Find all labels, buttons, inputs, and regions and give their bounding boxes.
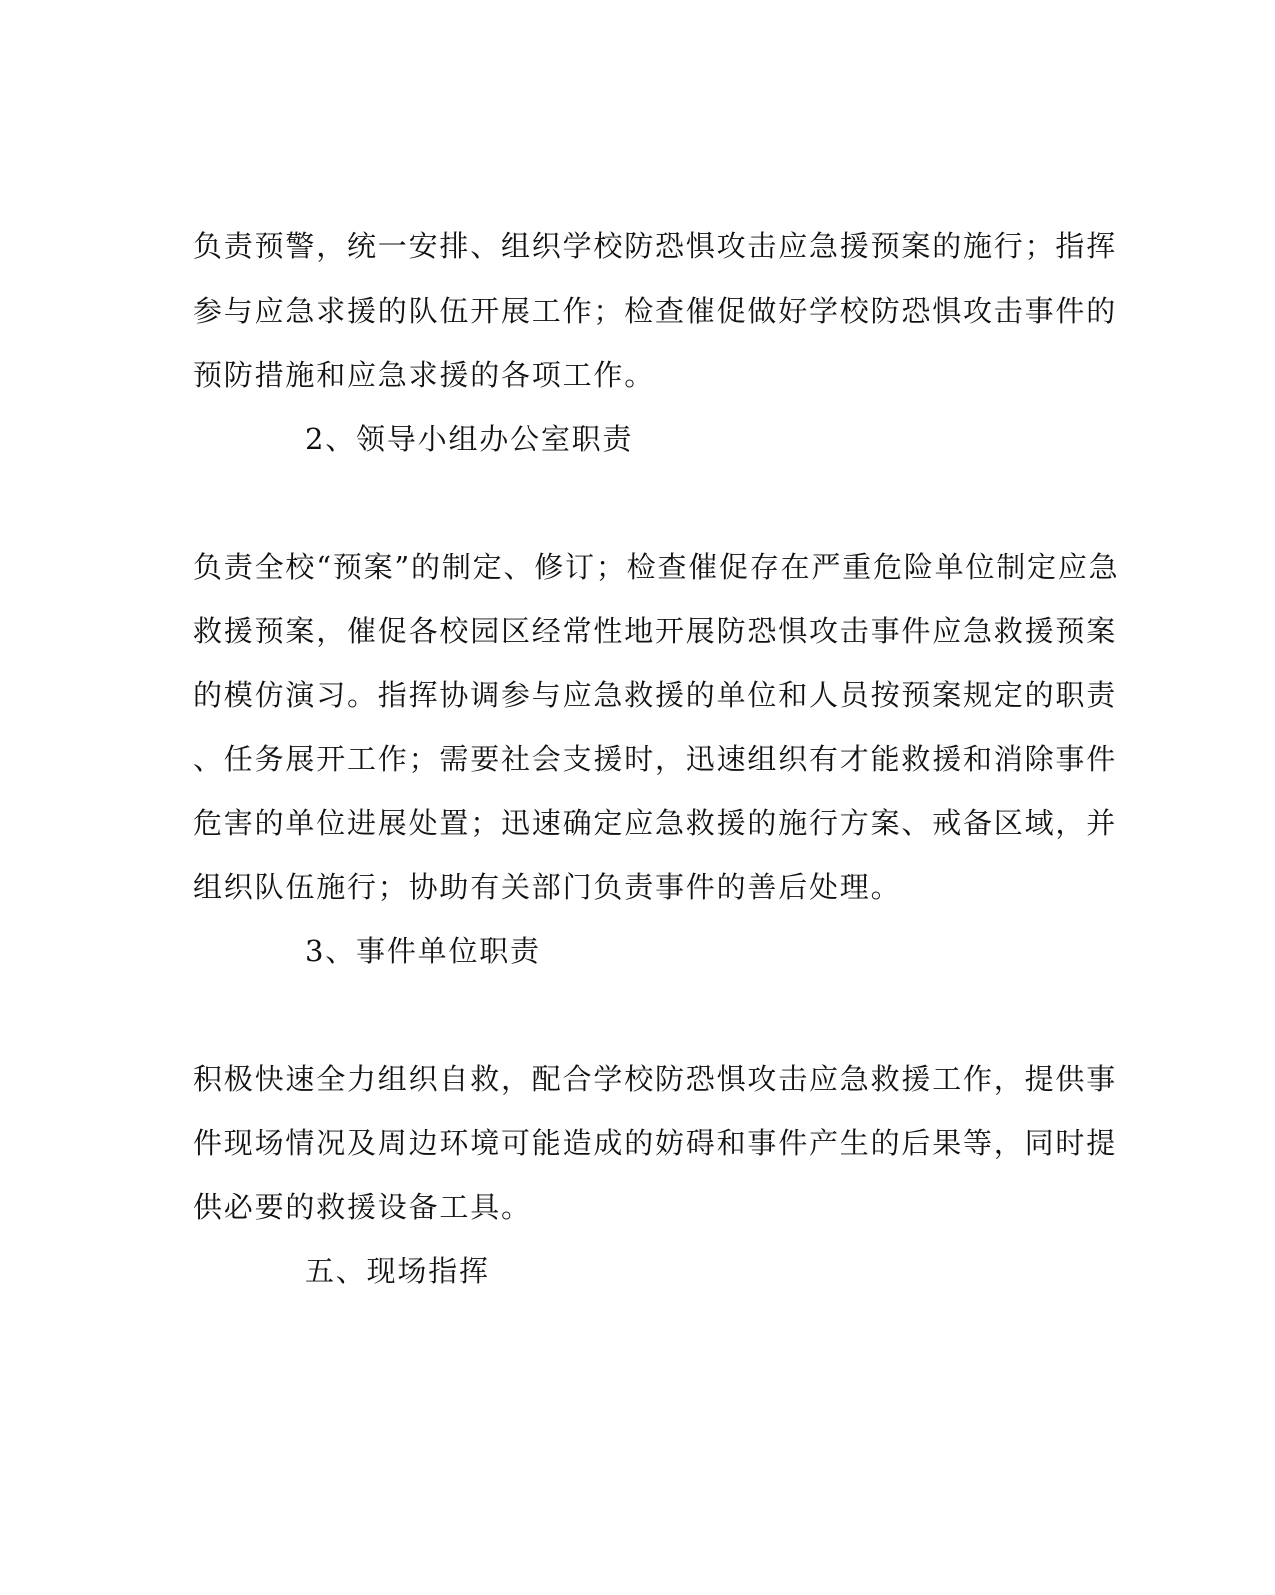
paragraph-line: 、任务展开工作；需要社会支援时，迅速组织有才能救援和消除事件 bbox=[193, 742, 1118, 776]
paragraph-line: 供必要的救援设备工具。 bbox=[193, 1190, 532, 1224]
paragraph-line: 救援预案，催促各校园区经常性地开展防恐惧攻击事件应急救援预案 bbox=[193, 614, 1118, 648]
paragraph-line: 参与应急求援的队伍开展工作；检查催促做好学校防恐惧攻击事件的 bbox=[193, 294, 1118, 328]
section-heading-5: 五、现场指挥 bbox=[305, 1254, 490, 1288]
paragraph-line: 危害的单位进展处置；迅速确定应急救援的施行方案、戒备区域，并 bbox=[193, 806, 1118, 840]
paragraph-line: 负责全校“预案”的制定、修订；检查催促存在严重危险单位制定应急 bbox=[193, 550, 1120, 584]
paragraph-line: 组织队伍施行；协助有关部门负责事件的善后处理。 bbox=[193, 870, 902, 904]
paragraph-line: 积极快速全力组织自救，配合学校防恐惧攻击应急救援工作，提供事 bbox=[193, 1062, 1118, 1096]
paragraph-line: 件现场情况及周边环境可能造成的妨碍和事件产生的后果等，同时提 bbox=[193, 1126, 1118, 1160]
paragraph-line: 预防措施和应急求援的各项工作。 bbox=[193, 358, 656, 392]
paragraph-line: 负责预警，统一安排、组织学校防恐惧攻击应急援预案的施行；指挥 bbox=[193, 229, 1118, 263]
section-heading-2: 2、领导小组办公室职责 bbox=[305, 422, 634, 456]
paragraph-line: 的模仿演习。指挥协调参与应急救援的单位和人员按预案规定的职责 bbox=[193, 678, 1118, 712]
section-heading-3: 3、事件单位职责 bbox=[305, 934, 541, 968]
